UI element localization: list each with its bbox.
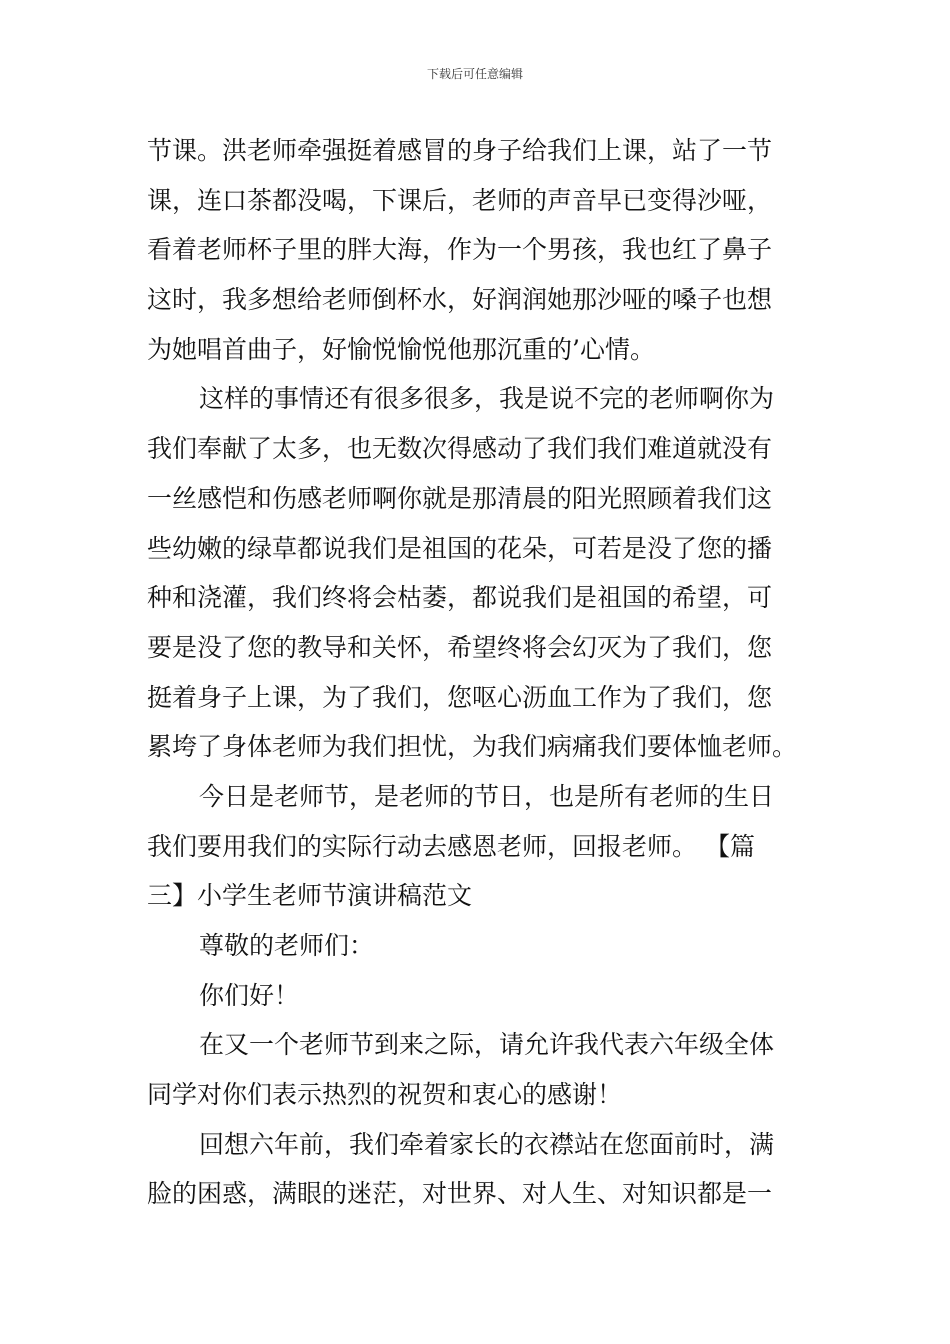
text-line: 要是没了您的教导和关怀，希望终将会幻灭为了我们，您	[147, 632, 773, 662]
body-text	[147, 126, 807, 1219]
text-line: 这样的事情还有很多很多，我是说不完的老师啊你为	[199, 384, 775, 414]
text-line: 一丝感恺和伤感老师啊你就是那清晨的阳光照顾着我们这	[147, 483, 773, 513]
text-line: 回想六年前，我们牵着家长的衣襟站在您面前时，满	[199, 1129, 775, 1159]
text-line: 节课。洪老师牵强挺着感冒的身子给我们上课，站了一节	[147, 136, 773, 165]
text-line: 挺着身子上课，为了我们，您呕心沥血工作为了我们，您	[147, 682, 773, 712]
text-line: 你们好！	[199, 980, 300, 1010]
text-line: 脸的困惑，满眼的迷茫，对世界、对人生、对知识都是一	[147, 1179, 773, 1209]
text-line: 今日是老师节，是老师的节日，也是所有老师的生日	[199, 781, 775, 811]
text-line: 尊敬的老师们：	[199, 931, 375, 960]
text-line: 我们奉献了太多，也无数次得感动了我们我们难道就没有	[147, 434, 773, 464]
page-header: 下载后可任意编辑	[426, 67, 523, 81]
text-line: 累垮了身体老师为我们担忧，为我们病痛我们要体恤老师。	[147, 732, 798, 762]
text-line: 在又一个老师节到来之际，请允许我代表六年级全体	[199, 1030, 775, 1060]
text-line: 同学对你们表示热烈的祝贺和衷心的感谢！	[147, 1080, 623, 1110]
text-line: 我们要用我们的实际行动去感恩老师，回报老师。 【篇	[147, 831, 755, 861]
text-line: 看着老师杯子里的胖大海，作为一个男孩，我也红了鼻子	[147, 235, 773, 265]
text-line: 课，连口茶都没喝，下课后，老师的声音早已变得沙哑，	[147, 185, 773, 215]
text-line: 些幼嫩的绿草都说我们是祖国的花朵，可若是没了您的播	[147, 533, 773, 563]
text-line: 种和浇灌，我们终将会枯萎，都说我们是祖国的希望，可	[147, 583, 773, 613]
text-line: 三】小学生老师节演讲稿范文	[147, 881, 473, 911]
text-line: 为她唱首曲子，好愉悦愉悦他那沉重的’心情。	[147, 334, 655, 364]
text-line: 这时，我多想给老师倒杯水，好润润她那沙哑的嗓子也想	[147, 285, 773, 315]
